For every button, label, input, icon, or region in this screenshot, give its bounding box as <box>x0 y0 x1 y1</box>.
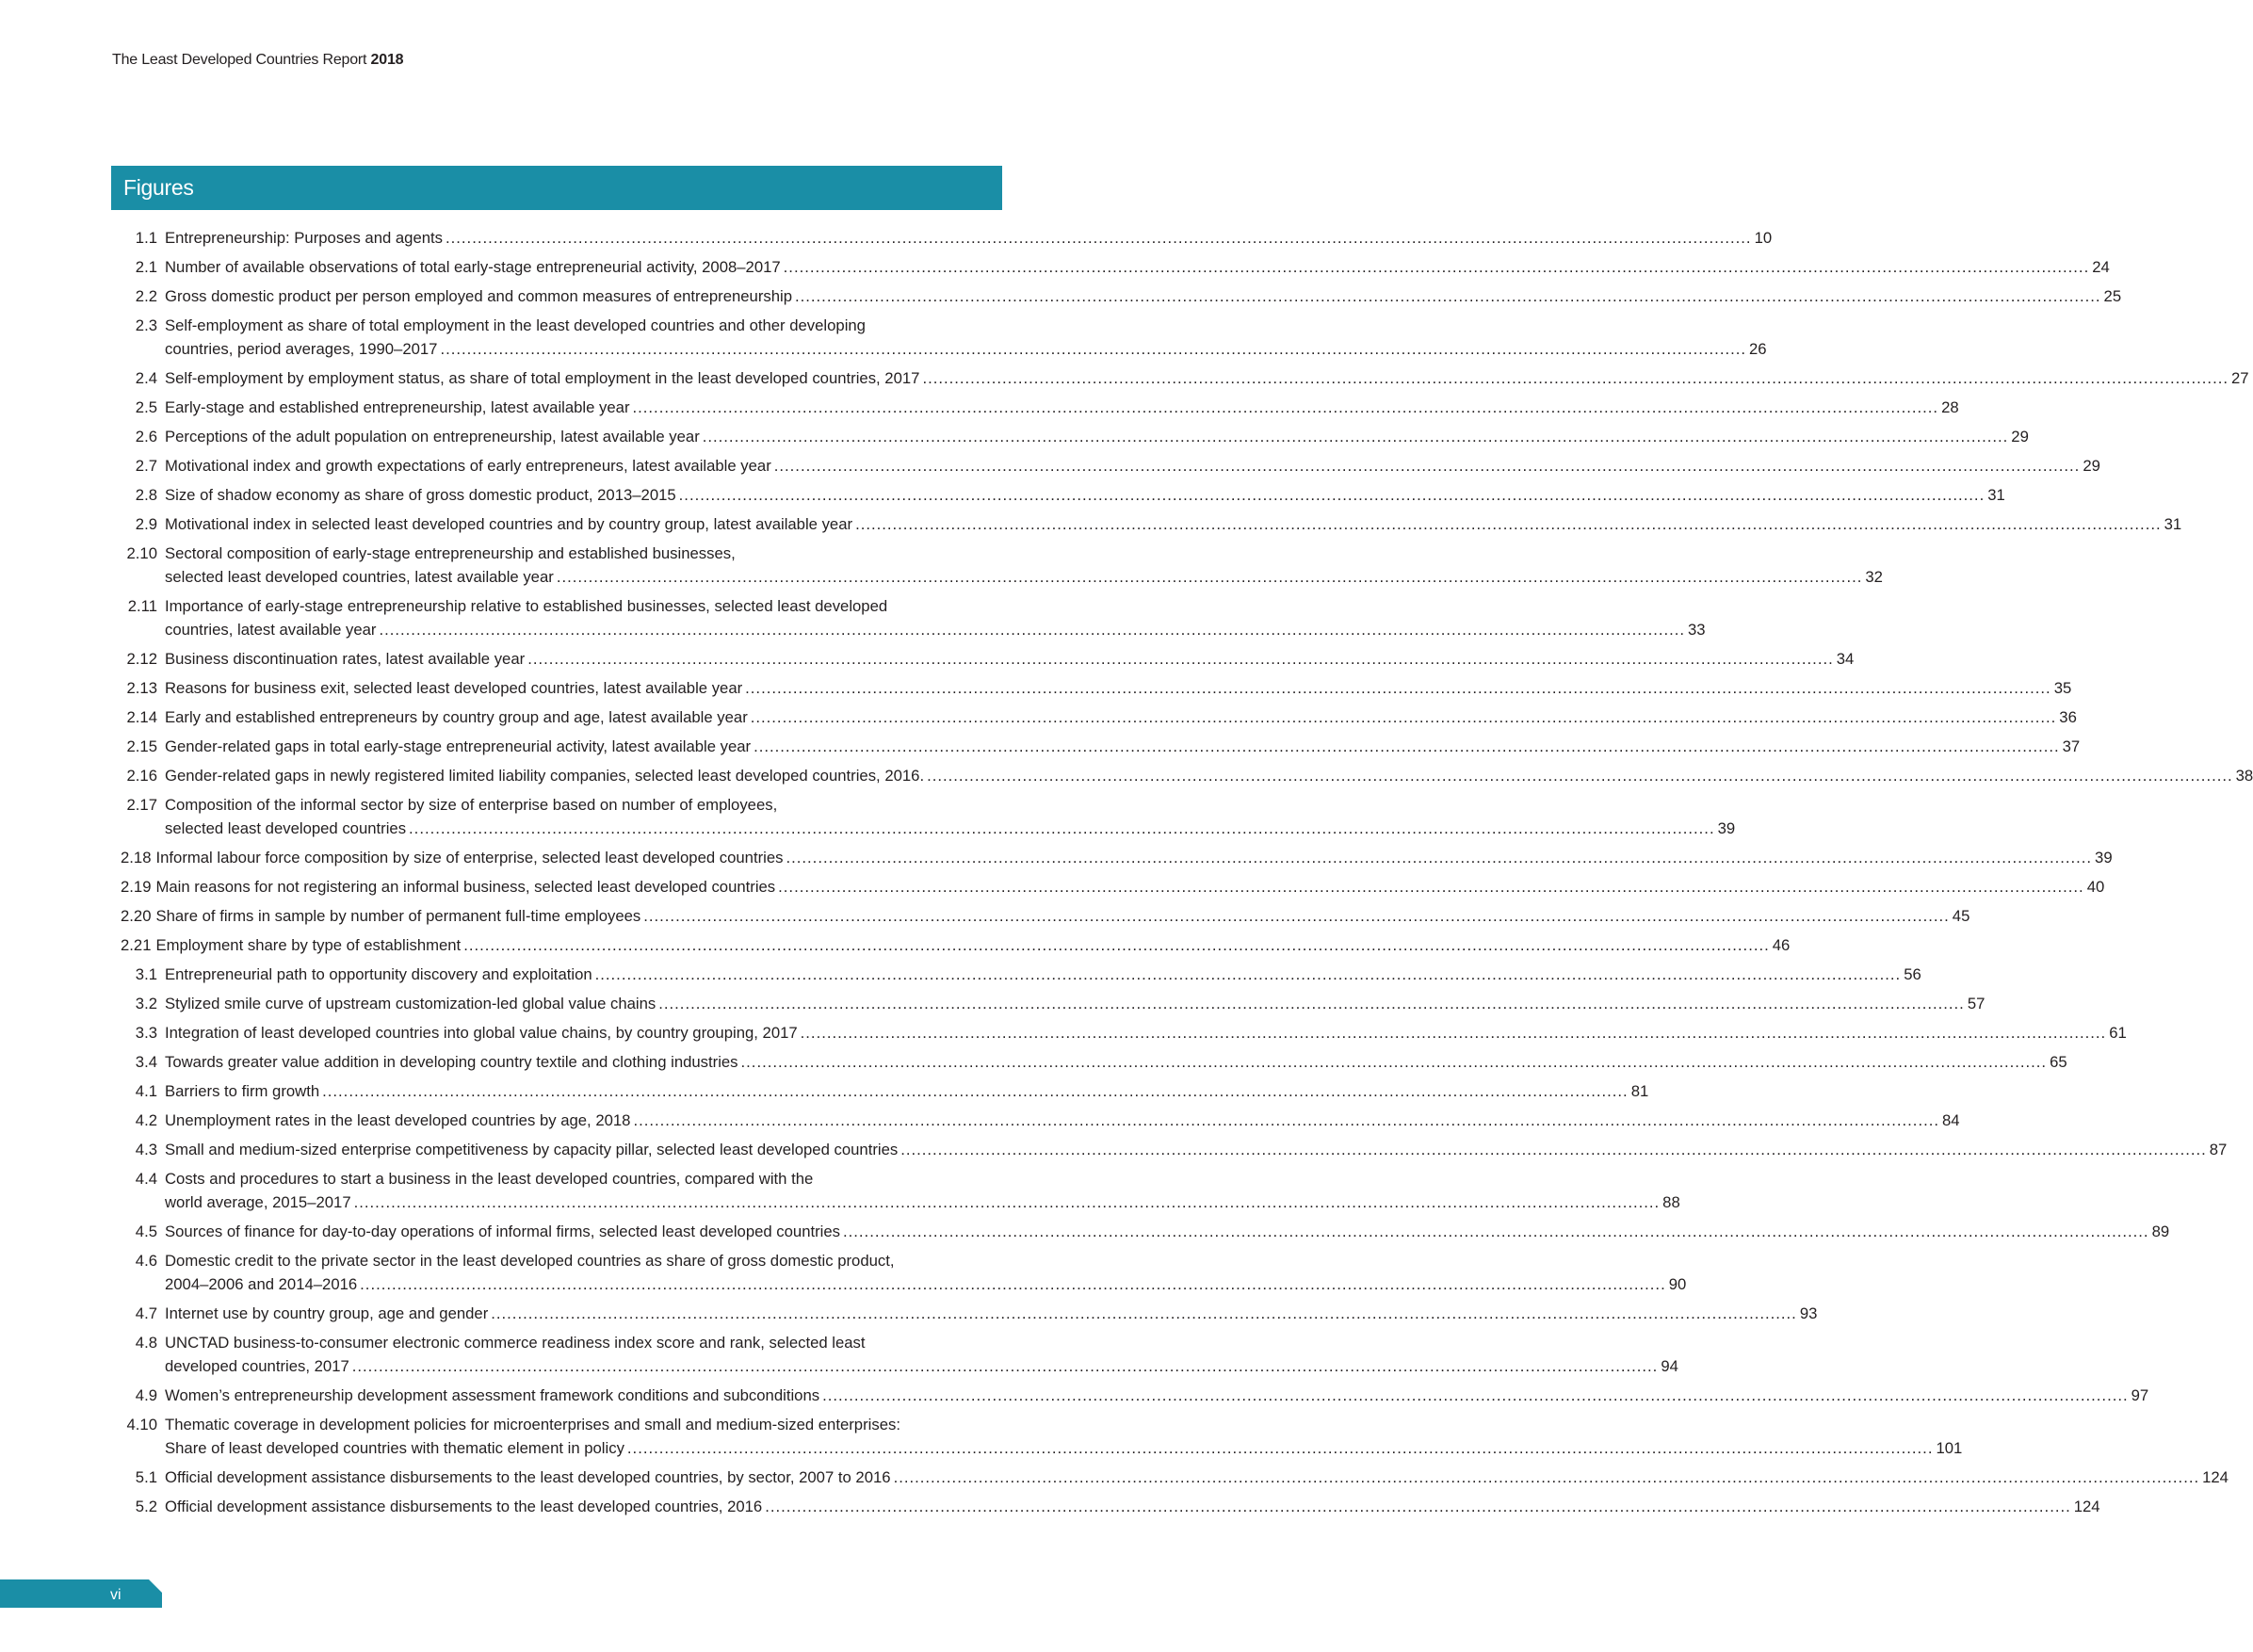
dot-leader <box>491 1302 1797 1325</box>
figure-title: Official development assistance disbursements to the least developed countries, by sector, 2007 to 2016 <box>165 1468 891 1486</box>
figure-number: 2.19 <box>121 878 152 896</box>
toc-entry[interactable] <box>111 904 1970 928</box>
toc-entry[interactable] <box>111 1495 2100 1518</box>
figure-title: world average, 2015–2017 <box>165 1193 351 1211</box>
figure-title: Business discontinuation rates, latest available year <box>165 650 526 668</box>
dot-leader <box>633 396 1939 419</box>
figure-title: Official development assistance disbursements to the least developed countries, 2016 <box>165 1498 763 1515</box>
figure-title: Importance of early-stage entrepreneurship relative to established businesses, selected least developed <box>165 597 888 615</box>
figure-number: 2.18 <box>121 849 152 866</box>
page-reference: 32 <box>1865 568 1883 586</box>
figure-title: selected least developed countries <box>165 819 407 837</box>
figure-title: Self-employment as share of total employment in the least developed countries and other developing <box>165 316 866 334</box>
figure-number: 2.4 <box>135 369 157 387</box>
page-reference: 26 <box>1749 340 1767 358</box>
figure-title: Entrepreneurship: Purposes and agents <box>165 229 444 247</box>
figure-number: 2.9 <box>135 515 157 533</box>
toc-entry[interactable] <box>111 1249 1687 1296</box>
figure-title: Entrepreneurial path to opportunity discovery and exploitation <box>165 965 592 983</box>
figure-number: 2.16 <box>126 767 157 785</box>
figure-title: Small and medium-sized enterprise competitiveness by capacity pillar, selected least developed countries <box>165 1141 899 1158</box>
page-number: vi <box>110 1587 122 1603</box>
figure-title: Gender-related gaps in newly registered limited liability companies, selected least developed countries, 2016. <box>165 767 925 785</box>
dot-leader <box>900 1138 2207 1161</box>
dot-leader <box>795 284 2101 308</box>
figure-title: Share of least developed countries with thematic element in policy <box>165 1439 624 1457</box>
figure-number: 4.4 <box>135 1170 157 1188</box>
figure-title: countries, period averages, 1990–2017 <box>165 340 438 358</box>
figure-number: 2.7 <box>135 457 157 475</box>
toc-entry[interactable] <box>111 483 2005 507</box>
page-reference: 25 <box>2103 287 2122 305</box>
folio-tab <box>0 1579 162 1608</box>
dot-leader <box>627 1436 1934 1460</box>
figure-title: Self-employment by employment status, as share of total employment in the least developed countries, 2017 <box>165 369 920 387</box>
dot-leader <box>557 565 1863 589</box>
figure-title: Perceptions of the adult population on entrepreneurship, latest available year <box>165 428 700 445</box>
figure-title: Informal labour force composition by size of enterprise, selected least developed countries <box>155 849 784 866</box>
dot-leader <box>446 226 1752 250</box>
toc-entry[interactable] <box>111 1050 2067 1074</box>
dot-leader <box>843 1220 2149 1243</box>
toc-entry[interactable] <box>111 992 1986 1015</box>
figure-title: Share of firms in sample by number of permanent full-time employees <box>155 907 641 925</box>
dot-leader <box>786 846 2093 869</box>
figure-title: Early and established entrepreneurs by country group and age, latest available year <box>165 708 748 726</box>
dot-leader <box>778 875 2084 899</box>
figure-number: 4.5 <box>135 1223 157 1240</box>
dot-leader <box>894 1466 2200 1489</box>
dot-leader <box>322 1079 1629 1103</box>
figure-number: 4.2 <box>135 1111 157 1129</box>
figure-title: UNCTAD business-to-consumer electronic commerce readiness index score and rank, selected least <box>165 1334 866 1352</box>
toc-entry[interactable] <box>111 594 1706 641</box>
dot-leader <box>679 483 1986 507</box>
figure-number: 4.6 <box>135 1252 157 1270</box>
page-reference: 28 <box>1941 398 1959 416</box>
figure-title: Unemployment rates in the least developed countries by age, 2018 <box>165 1111 631 1129</box>
page-reference: 34 <box>1836 650 1855 668</box>
figure-number: 5.2 <box>135 1498 157 1515</box>
figure-title: Gross domestic product per person employed and common measures of entrepreneurship <box>165 287 792 305</box>
dot-leader <box>440 337 1746 361</box>
toc-entry[interactable] <box>111 542 1883 589</box>
dot-leader <box>927 764 2233 787</box>
dot-leader <box>409 817 1715 840</box>
report-title: The Least Developed Countries Report <box>112 52 367 68</box>
figure-title: Gender-related gaps in total early-stage entrepreneurial activity, latest available year <box>165 737 752 755</box>
dot-leader <box>741 1050 2048 1074</box>
toc-entry[interactable] <box>111 1466 2229 1489</box>
figure-number: 2.8 <box>135 486 157 504</box>
figure-number: 2.10 <box>126 544 157 562</box>
page-reference: 88 <box>1662 1193 1680 1211</box>
figure-title: Reasons for business exit, selected least developed countries, latest available year <box>165 679 743 697</box>
figure-title: selected least developed countries, latest available year <box>165 568 554 586</box>
page-reference: 90 <box>1668 1275 1687 1293</box>
figure-number: 4.8 <box>135 1334 157 1352</box>
figure-number: 1.1 <box>135 229 157 247</box>
figure-number: 3.1 <box>135 965 157 983</box>
toc-entry[interactable] <box>111 512 2182 536</box>
page-reference: 31 <box>2164 515 2182 533</box>
figure-title: Composition of the informal sector by size of enterprise based on number of employees, <box>165 796 778 814</box>
toc-entry[interactable] <box>111 1109 1960 1132</box>
dot-leader <box>527 647 1834 671</box>
figure-number: 2.17 <box>126 796 157 814</box>
section-title: Figures <box>123 175 194 200</box>
toc-entry[interactable] <box>111 425 2029 448</box>
running-head <box>112 52 403 69</box>
figure-number: 3.4 <box>135 1053 157 1071</box>
dot-leader <box>658 992 1965 1015</box>
dot-leader <box>352 1354 1659 1378</box>
toc-entry[interactable] <box>111 764 2253 787</box>
figure-title: Costs and procedures to start a business in the least developed countries, compared with the <box>165 1170 814 1188</box>
page-reference: 39 <box>2095 849 2113 866</box>
page-reference: 10 <box>1754 229 1773 247</box>
page-reference: 61 <box>2109 1024 2127 1042</box>
dot-leader <box>784 255 2090 279</box>
dot-leader <box>703 425 2009 448</box>
page-reference: 46 <box>1772 936 1791 954</box>
toc-entry[interactable] <box>111 933 1791 957</box>
dot-leader <box>855 512 2162 536</box>
toc-entry[interactable] <box>111 1302 1818 1325</box>
page-reference: 124 <box>2073 1498 2100 1515</box>
dot-leader <box>595 963 1902 986</box>
figure-title: Towards greater value addition in developing country textile and clothing industries <box>165 1053 738 1071</box>
figure-number: 5.1 <box>135 1468 157 1486</box>
page-reference: 36 <box>2059 708 2077 726</box>
dot-leader <box>633 1109 1939 1132</box>
toc-entry[interactable] <box>111 255 2110 279</box>
figure-number: 3.3 <box>135 1024 157 1042</box>
toc-entry[interactable] <box>111 793 1736 840</box>
figure-title: Motivational index and growth expectations of early entrepreneurs, latest available year <box>165 457 771 475</box>
page-reference: 31 <box>1987 486 2005 504</box>
page-reference: 33 <box>1688 621 1706 639</box>
figure-title: Main reasons for not registering an informal business, selected least developed countries <box>155 878 776 896</box>
figure-number: 2.5 <box>135 398 157 416</box>
page-reference: 65 <box>2050 1053 2067 1071</box>
page-reference: 94 <box>1661 1357 1678 1375</box>
dot-leader <box>745 676 2051 700</box>
toc-entry[interactable] <box>111 705 2077 729</box>
page-reference: 124 <box>2202 1468 2229 1486</box>
toc-entry[interactable] <box>111 284 2122 308</box>
page-reference: 97 <box>2131 1386 2149 1404</box>
figure-number: 2.1 <box>135 258 157 276</box>
page-reference: 101 <box>1936 1439 1963 1457</box>
figure-title: Domestic credit to the private sector in the least developed countries as share of gross domestic product, <box>165 1252 895 1270</box>
toc-entry[interactable] <box>111 1384 2149 1407</box>
page-reference: 57 <box>1967 995 1986 1012</box>
figure-number: 2.15 <box>126 737 157 755</box>
figure-title: Integration of least developed countries into global value chains, by country grouping, 2017 <box>165 1024 798 1042</box>
toc-entry[interactable] <box>111 396 1959 419</box>
dot-leader <box>801 1021 2107 1045</box>
figure-number: 2.12 <box>126 650 157 668</box>
dot-leader <box>774 454 2081 478</box>
dot-leader <box>922 366 2229 390</box>
dot-leader <box>354 1190 1661 1214</box>
toc-entry[interactable] <box>111 676 2072 700</box>
page-reference: 93 <box>1799 1304 1818 1322</box>
page-reference: 35 <box>2053 679 2072 697</box>
figure-title: Motivational index in selected least developed countries and by country group, latest available year <box>165 515 853 533</box>
toc-entry[interactable] <box>111 366 2249 390</box>
page-reference: 87 <box>2209 1141 2228 1158</box>
toc-entry[interactable] <box>111 1220 2170 1243</box>
figure-title: Thematic coverage in development policies for microenterprises and small and medium-sized enterprises: <box>165 1416 900 1433</box>
page-reference: 29 <box>2083 457 2100 475</box>
dot-leader <box>751 705 2057 729</box>
page-reference: 89 <box>2151 1223 2170 1240</box>
figure-title: Sectoral composition of early-stage entrepreneurship and established businesses, <box>165 544 736 562</box>
figure-title: Number of available observations of total early-stage entrepreneurial activity, 2008–2017 <box>165 258 781 276</box>
toc-entry[interactable] <box>111 1413 1963 1460</box>
figure-number: 2.11 <box>127 597 157 615</box>
toc-entry[interactable] <box>111 875 2105 899</box>
dot-leader <box>379 618 1685 641</box>
figure-title: countries, latest available year <box>165 621 377 639</box>
page-reference: 27 <box>2230 369 2249 387</box>
page-reference: 37 <box>2062 737 2081 755</box>
figure-title: Employment share by type of establishment <box>155 936 462 954</box>
figure-title: 2004–2006 and 2014–2016 <box>165 1275 358 1293</box>
toc-entry[interactable] <box>111 1138 2228 1161</box>
page-reference: 84 <box>1942 1111 1960 1129</box>
figure-number: 4.1 <box>135 1082 157 1100</box>
toc-entry[interactable] <box>111 314 1767 361</box>
figure-title: Barriers to firm growth <box>165 1082 320 1100</box>
dot-leader <box>754 735 2060 758</box>
figure-number: 4.3 <box>135 1141 157 1158</box>
figure-number: 2.2 <box>135 287 157 305</box>
toc-entry[interactable] <box>111 1079 1649 1103</box>
dot-leader <box>463 933 1770 957</box>
page-reference: 40 <box>2086 878 2105 896</box>
page-reference: 56 <box>1904 965 1921 983</box>
figure-number: 2.6 <box>135 428 157 445</box>
toc-entry[interactable] <box>111 846 2113 869</box>
figure-title: developed countries, 2017 <box>165 1357 349 1375</box>
figure-title: Stylized smile curve of upstream customization-led global value chains <box>165 995 656 1012</box>
figures-list <box>111 226 2253 1524</box>
dot-leader <box>643 904 1950 928</box>
dot-leader <box>360 1272 1666 1296</box>
toc-entry[interactable] <box>111 1331 1678 1378</box>
figure-number: 2.13 <box>126 679 157 697</box>
toc-entry[interactable] <box>111 647 1855 671</box>
section-heading-bar <box>111 166 1002 210</box>
toc-entry[interactable] <box>111 1021 2127 1045</box>
figure-number: 2.20 <box>121 907 152 925</box>
figure-title: Sources of finance for day-to-day operations of informal firms, selected least developed countries <box>165 1223 841 1240</box>
report-year: 2018 <box>370 52 404 68</box>
toc-entry[interactable] <box>111 963 1921 986</box>
figure-title: Size of shadow economy as share of gross domestic product, 2013–2015 <box>165 486 676 504</box>
dot-leader <box>765 1495 2071 1518</box>
figure-title: Internet use by country group, age and gender <box>165 1304 489 1322</box>
figure-number: 3.2 <box>135 995 157 1012</box>
figure-number: 4.7 <box>135 1304 157 1322</box>
toc-entry[interactable] <box>111 454 2100 478</box>
page-reference: 24 <box>2092 258 2110 276</box>
toc-entry[interactable] <box>111 735 2081 758</box>
toc-entry[interactable] <box>111 226 1773 250</box>
page-reference: 39 <box>1717 819 1736 837</box>
figure-number: 2.14 <box>126 708 157 726</box>
page-reference: 45 <box>1952 907 1970 925</box>
figure-number: 2.3 <box>135 316 157 334</box>
page-reference: 38 <box>2235 767 2253 785</box>
page-reference: 81 <box>1630 1082 1649 1100</box>
figure-title: Early-stage and established entrepreneurship, latest available year <box>165 398 630 416</box>
dot-leader <box>822 1384 2129 1407</box>
figure-title: Women’s entrepreneurship development assessment framework conditions and subconditions <box>165 1386 820 1404</box>
figure-number: 2.21 <box>121 936 152 954</box>
figure-number: 4.10 <box>126 1416 157 1433</box>
figure-number: 4.9 <box>135 1386 157 1404</box>
toc-entry[interactable] <box>111 1167 1680 1214</box>
page-reference: 29 <box>2011 428 2029 445</box>
